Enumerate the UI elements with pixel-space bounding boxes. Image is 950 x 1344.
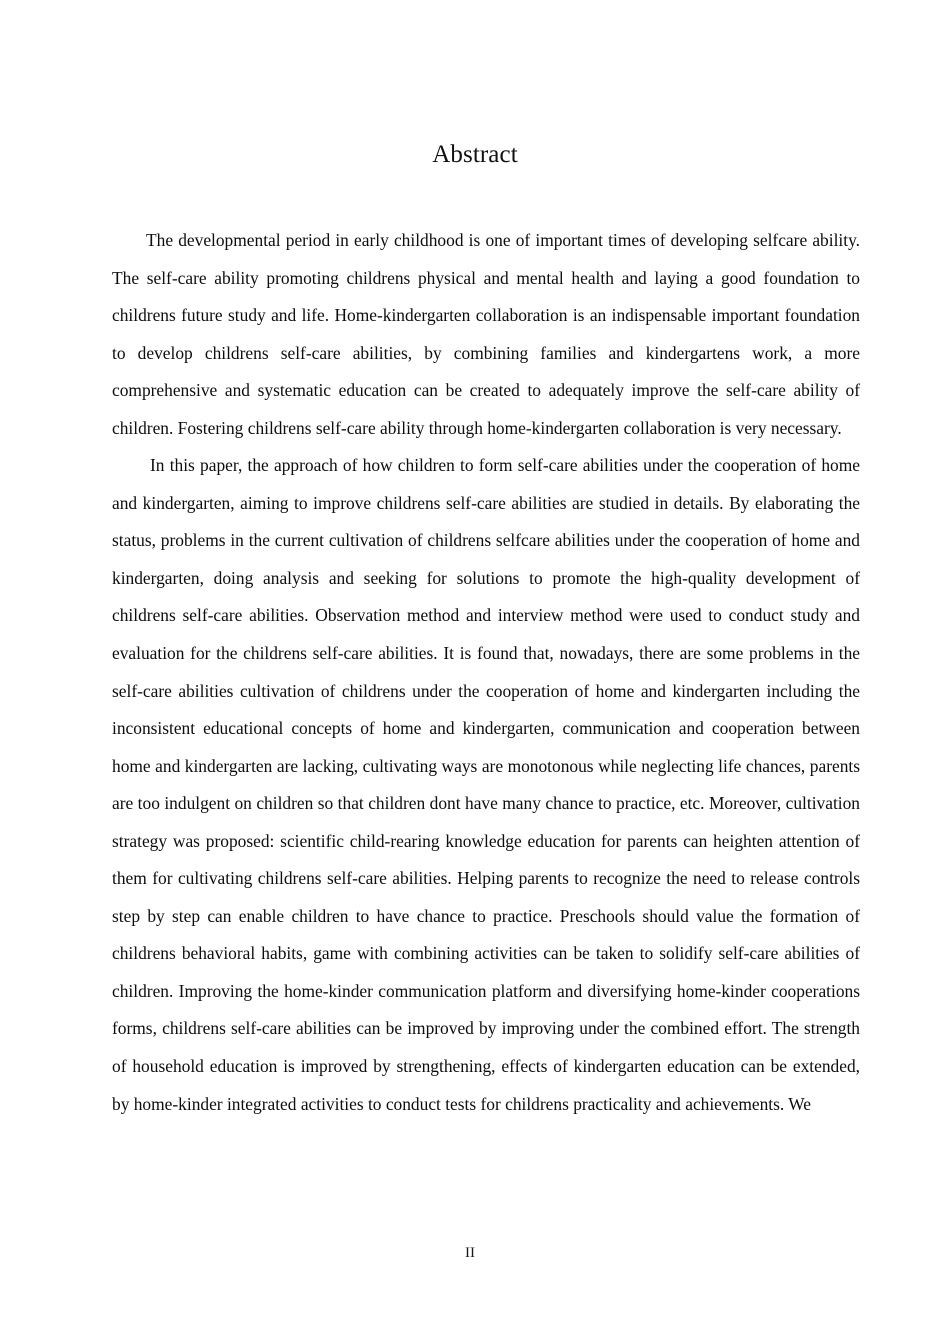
abstract-paragraph-2: In this paper, the approach of how children to form self-care abilities under the cooperation of home and kindergarten, aiming to improve childrens self-care abilities are studied in details. By elaborating the status, problems in the current cultivation of childrens selfcare abilities under the cooperation of home and kindergarten, doing analysis and seeking for solutions to promote the high-quality development of childrens self-care abilities. Observation method and interview method were used to conduct study and evaluation for the childrens self-care abilities. It is found that, nowadays, there are some problems in the self-care abilities cultivation of childrens under the cooperation of home and kindergarten including the inconsistent educational concepts of home and kindergarten, communication and cooperation between home and kindergarten are lacking, cultivating ways are monotonous while neglecting life chances, parents are too indulgent on children so that children dont have many chance to practice, etc. Moreover, cultivation strategy was proposed: scientific child-rearing knowledge education for parents can heighten attention of them for cultivating childrens self-care abilities. Helping parents to recognize the need to release controls step by step can enable children to have chance to practice. Preschools should value the formation of childrens behavioral habits, game with combining activities can be taken to solidify self-care abilities of children. Improving the home-kinder communication platform and diversifying home-kinder cooperations forms, childrens self-care abilities can be improved by improving under the combined effort. The strength of household education is improved by strengthening, effects of kindergarten education can be extended, by home-kinder integrated activities to conduct tests for childrens practicality and achievements. We (112, 455, 860, 1114)
page-title: Abstract (432, 140, 518, 168)
page-number-footer: II (465, 1245, 475, 1261)
abstract-paragraph-1: The developmental period in early childhood is one of important times of developing selfcare ability. The self-care ability promoting childrens physical and mental health and laying a good foundation to childrens future study and life. Home-kindergarten collaboration is an indispensable important foundation to develop childrens self-care abilities, by combining families and kindergartens work, a more comprehensive and systematic education can be created to adequately improve the self-care ability of children. Fostering childrens self-care ability through home-kindergarten collaboration is very necessary. (112, 230, 860, 438)
abstract-body (112, 222, 860, 1123)
